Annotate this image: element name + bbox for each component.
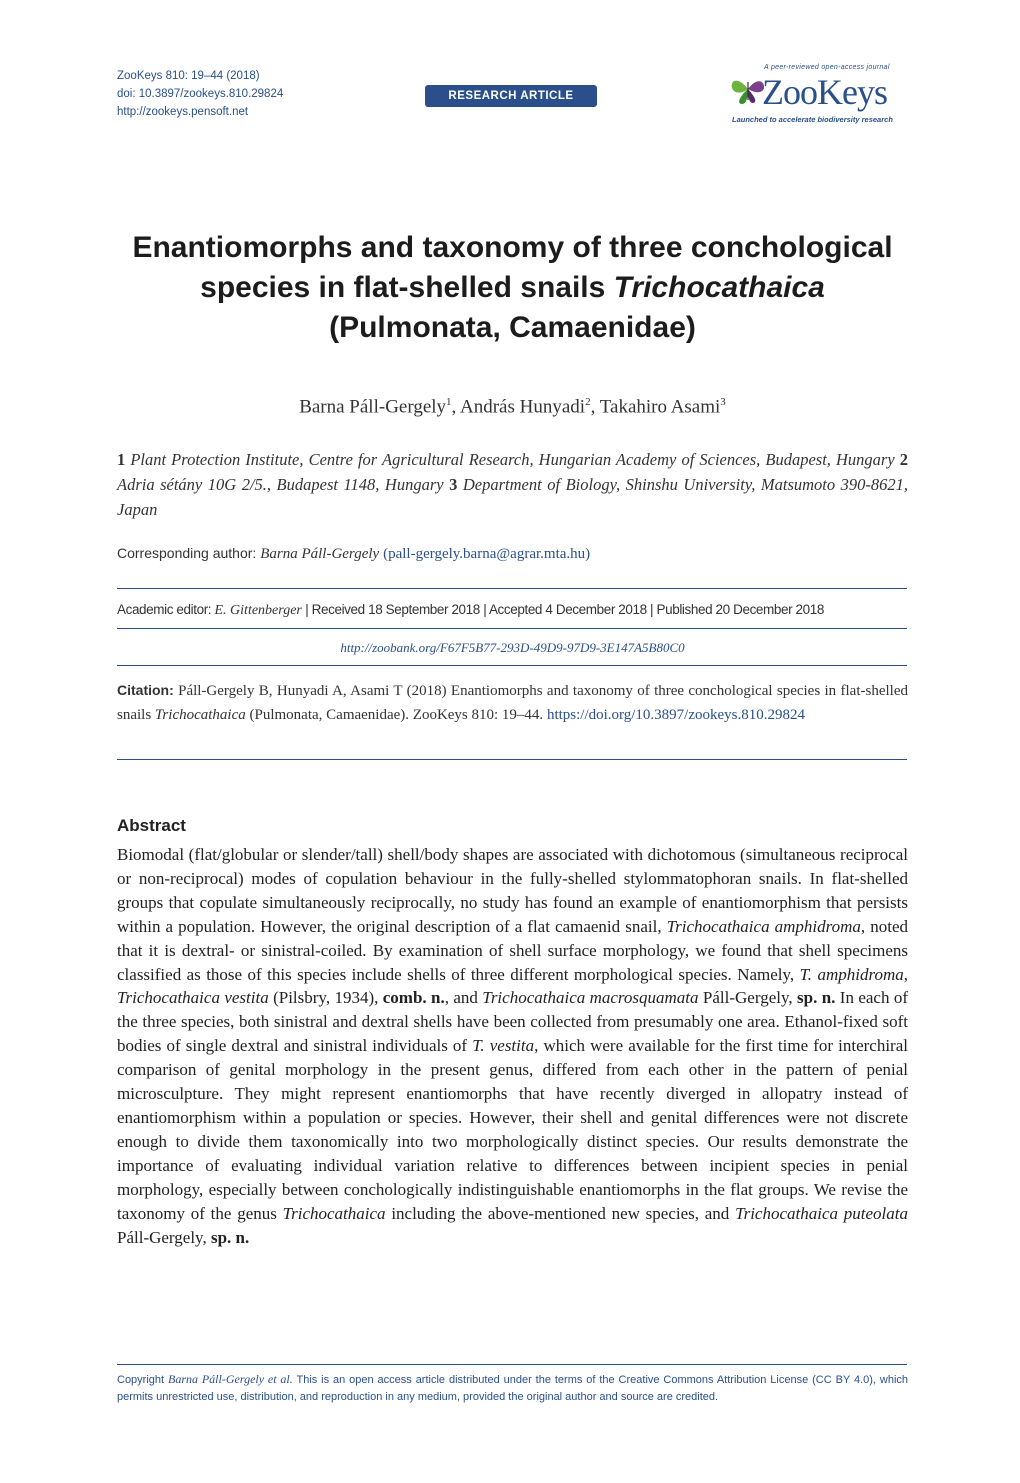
copyright-prefix: Copyright bbox=[117, 1374, 168, 1386]
title-line-3: (Pulmonata, Camaenidae) bbox=[329, 311, 696, 344]
copyright-holder: Barna Páll-Gergely et al. bbox=[168, 1372, 293, 1386]
divider-4 bbox=[117, 759, 907, 760]
abstract-nomen: sp. n. bbox=[210, 1227, 250, 1247]
citation-genus: Trichocathaica bbox=[154, 707, 246, 723]
author-2[interactable]: András Hunyadi bbox=[460, 396, 586, 418]
abstract-text: Páll-Gergely, bbox=[117, 1227, 211, 1247]
affil-3-num: 3 bbox=[449, 475, 458, 494]
citation-label: Citation: bbox=[117, 682, 174, 698]
logo-tagline-bottom: Launched to accelerate biodiversity research bbox=[732, 115, 893, 124]
affil-1-num: 1 bbox=[117, 450, 126, 469]
author-3[interactable]: Takahiro Asami bbox=[599, 396, 721, 418]
divider-top bbox=[117, 588, 907, 589]
abstract-taxon: Trichocathaica macrosquamata bbox=[482, 988, 699, 1008]
abstract-taxon: T. amphidroma bbox=[799, 964, 904, 984]
citation-block bbox=[117, 678, 908, 727]
affil-3-text: Department of Biology, Shinshu University, Matsumoto 390-8621, Japan bbox=[117, 475, 909, 519]
corresponding-author bbox=[117, 545, 908, 563]
author-2-affil: 2 bbox=[585, 396, 591, 408]
divider-3 bbox=[117, 665, 907, 666]
editor-label: Academic editor: bbox=[117, 602, 215, 617]
abstract-text: , which were available for the first time for interchiral comparison of genital morphology in the present genus, differed from each other in the pattern of penial microsculpture. They might represent enantiomorphs that have recently diverged in allopatry instead of enantiomorphism within a population or species. However, their shell and genital differences were not discrete enough to divide them taxonomically into two morphologically distinct species. Our results demonstrate the importance of evaluating individual variation relative to differences between incipient species in penial morphology, especially between conchologically indistinguishable enantiomorphs in the flat groups. We revise the taxonomy of the genus bbox=[117, 1036, 908, 1223]
abstract-text: , noted that it is dextral- or sinistral-coiled. By examination of shell surface morphology, we found that shell specimens classified as those of this species include shells of three different morphological species. Namely, bbox=[117, 916, 908, 984]
abstract-nomen: comb. n. bbox=[382, 988, 445, 1008]
abstract-taxon: Trichocathaica vestita bbox=[117, 988, 269, 1008]
corresponding-label: Corresponding author: bbox=[117, 545, 261, 561]
journal-url[interactable]: http://zookeys.pensoft.net bbox=[117, 106, 249, 118]
abstract-text: including the above-mentioned new species, and bbox=[385, 1203, 736, 1223]
citation-doi[interactable]: https://doi.org/10.3897/zookeys.810.29824 bbox=[546, 707, 805, 723]
article-type-badge: RESEARCH ARTICLE bbox=[425, 85, 597, 107]
affiliations bbox=[117, 447, 908, 522]
affil-2-num: 2 bbox=[899, 450, 909, 469]
zoobank-link[interactable] bbox=[117, 640, 908, 656]
zookeys-logo[interactable] bbox=[728, 60, 908, 130]
citation-text-1: Páll-Gergely B, Hunyadi A, Asami T (2018) Enantiomorphs and taxonomy of three conchological species in flat-shelled snails bbox=[117, 683, 908, 723]
title-genus: Trichocathaica bbox=[613, 271, 825, 304]
article-title bbox=[117, 228, 908, 348]
title-line-1: Enantiomorphs and taxonomy of three conchological bbox=[132, 231, 893, 264]
journal-meta bbox=[117, 67, 283, 121]
abstract-heading: Abstract bbox=[117, 816, 186, 835]
corresponding-name: Barna Páll-Gergely bbox=[260, 546, 380, 562]
affil-2-text: Adria sétány 10G 2/5., Budapest 1148, Hungary bbox=[117, 475, 444, 494]
author-1[interactable]: Barna Páll-Gergely bbox=[299, 396, 447, 418]
abstract-taxon: T. vestita bbox=[472, 1036, 535, 1056]
abstract-taxon: Trichocathaica bbox=[282, 1203, 386, 1223]
editorial-dates bbox=[117, 602, 908, 619]
abstract-text: In each of the three species, both sinistral and dextral shells have been collected from presumably one area. Ethanol-fixed soft bodies of single dextral and sinistral individuals of bbox=[117, 988, 908, 1056]
abstract-text: Biomodal (flat/globular or slender/tall) shell/body shapes are associated with dichotomous (simultaneous reciprocal or non-reciprocal) modes of copulation behaviour in the fully-shelled stylommatophoran snails. In flat-shelled groups that copulate simultaneously reciprocally, no study has found an example of enantiomorphism that persists within a population. However, the original description of a flat camaenid snail, bbox=[117, 845, 908, 936]
author-list: Barna Páll-Gergely$^1$, András Hunyadi$^2$, Takahiro Asami$^3$ bbox=[299, 396, 726, 418]
zoobank-url[interactable]: http://zoobank.org/F67F5B77-293D-49D9-97D9-3E147A5B80C0 bbox=[340, 640, 685, 655]
copyright-notice bbox=[117, 1371, 908, 1406]
abstract-body bbox=[117, 843, 908, 1249]
logo-tagline-top: A peer-reviewed open-access journal bbox=[764, 64, 890, 71]
abstract-text: (Pilsbry, 1934), bbox=[268, 988, 383, 1008]
abstract-nomen: sp. n. bbox=[797, 988, 836, 1008]
author-1-affil: 1 bbox=[446, 396, 452, 408]
journal-citation: ZooKeys 810: 19–44 (2018) bbox=[117, 70, 260, 82]
title-line-2-text: species in flat-shelled snails bbox=[200, 271, 614, 304]
divider-2 bbox=[117, 628, 907, 629]
abstract-taxon: Trichocathaica amphidroma bbox=[666, 916, 861, 936]
corresponding-email[interactable]: (pall-gergely.barna@agrar.mta.hu) bbox=[383, 546, 591, 562]
logo-wordmark: ZooKeys bbox=[762, 72, 887, 112]
title-line-2 bbox=[117, 268, 908, 308]
copyright-text: This is an open access article distributed under the terms of the Creative Commons Attribution License (CC BY 4.0), which permits unrestricted use, distribution, and reproduction in any medium, provided the original author and source are credited. bbox=[117, 1374, 909, 1403]
divider-footer bbox=[117, 1364, 907, 1365]
editor-name: E. Gittenberger bbox=[214, 603, 302, 618]
journal-doi[interactable]: doi: 10.3897/zookeys.810.29824 bbox=[117, 88, 284, 100]
abstract-taxon: Trichocathaica puteolata bbox=[735, 1203, 908, 1223]
citation-text-2: (Pulmonata, Camaenidae). ZooKeys 810: 19–44. bbox=[245, 707, 547, 723]
publication-dates: | Received 18 September 2018 | Accepted 4 December 2018 | Published 20 December 2018 bbox=[301, 602, 824, 617]
abstract-text: , bbox=[903, 964, 908, 984]
abstract-text: , and bbox=[444, 988, 483, 1008]
abstract-text: Páll-Gergely, bbox=[698, 988, 797, 1008]
affil-1-text: Plant Protection Institute, Centre for Agricultural Research, Hungarian Academy of Sciences, Budapest, Hungary bbox=[130, 450, 895, 469]
author-3-affil: 3 bbox=[720, 396, 726, 408]
